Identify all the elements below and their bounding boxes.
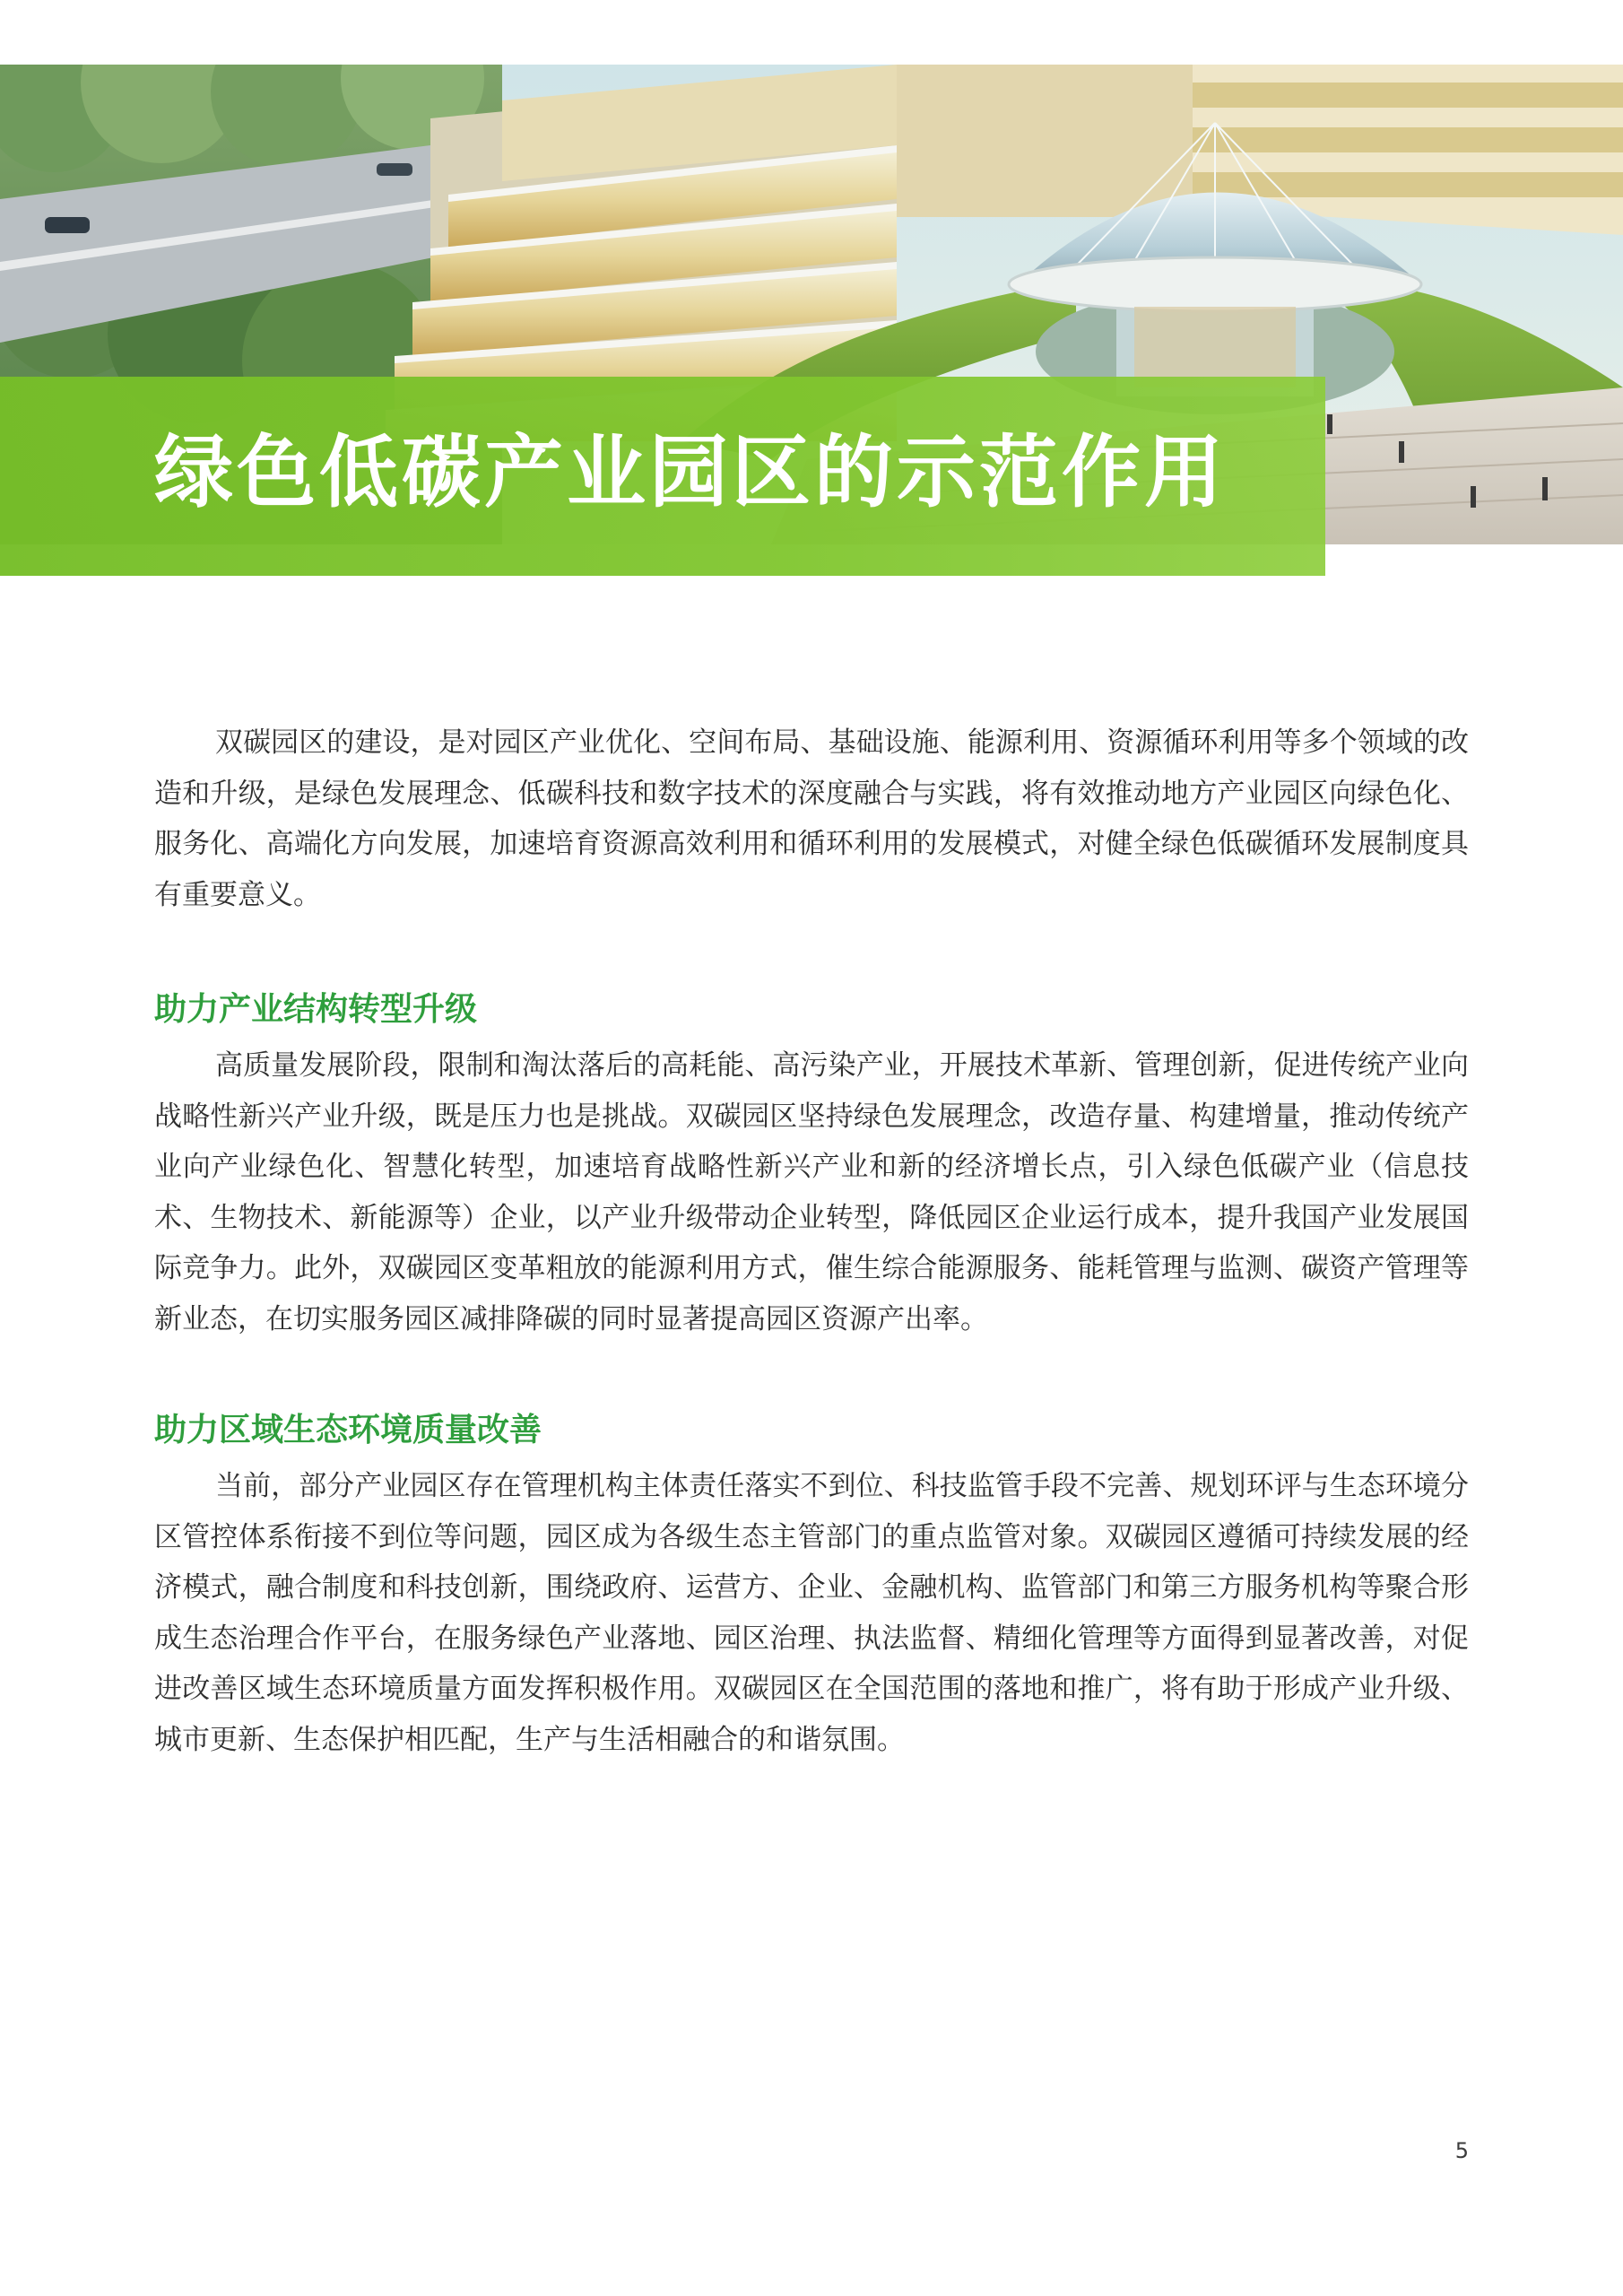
section-body-ecology: 当前，部分产业园区存在管理机构主体责任落实不到位、科技监管手段不完善、规划环评与生态环境分区管控体系衔接不到位等问题，园区成为各级生态主管部门的重点监管对象。双碳园区遵循可持续发展的经济模式，融合制度和科技创新，围绕政府、运营方、企业、金融机构、监管部门和第三方服务机构等聚合形成生态治理合作平台，在服务绿色产业落地、园区治理、执法监督、精细化管理等方面得到显著改善，对促进改善区域生态环境质量方面发挥积极作用。双碳园区在全国范围的落地和推广，将有助于形成产业升级、城市更新、生态保护相匹配，生产与生活相融合的和谐氛围。 [154, 1470, 1469, 1756]
title-band [0, 377, 1325, 576]
page-number: 5 [1454, 2138, 1469, 2163]
section-heading-industry: 助力产业结构转型升级 [154, 991, 478, 1028]
article-content [154, 718, 1469, 1765]
page-title: 绿色低碳产业园区的示范作用 [154, 426, 1228, 518]
section-body-industry: 高质量发展阶段，限制和淘汰落后的高耗能、高污染产业，开展技术革新、管理创新，促进传统产业向战略性新兴产业升级，既是压力也是挑战。双碳园区坚持绿色发展理念，改造存量、构建增量，推动传统产业向产业绿色化、智慧化转型，加速培育战略性新兴产业和新的经济增长点，引入绿色低碳产业（信息技术、生物技术、新能源等）企业，以产业升级带动企业转型，降低园区企业运行成本，提升我国产业发展国际竞争力。此外，双碳园区变革粗放的能源利用方式，催生综合能源服务、能耗管理与监测、碳资产管理等新业态，在切实服务园区减排降碳的同时显著提高园区资源产出率。 [154, 1049, 1469, 1335]
section-heading-ecology: 助力区域生态环境质量改善 [154, 1412, 542, 1448]
intro-paragraph: 双碳园区的建设，是对园区产业优化、空间布局、基础设施、能源利用、资源循环利用等多个领域的改造和升级，是绿色发展理念、低碳科技和数字技术的深度融合与实践，将有效推动地方产业园区向绿色化、服务化、高端化方向发展，加速培育资源高效利用和循环利用的发展模式，对健全绿色低碳循环发展制度具有重要意义。 [154, 726, 1469, 911]
